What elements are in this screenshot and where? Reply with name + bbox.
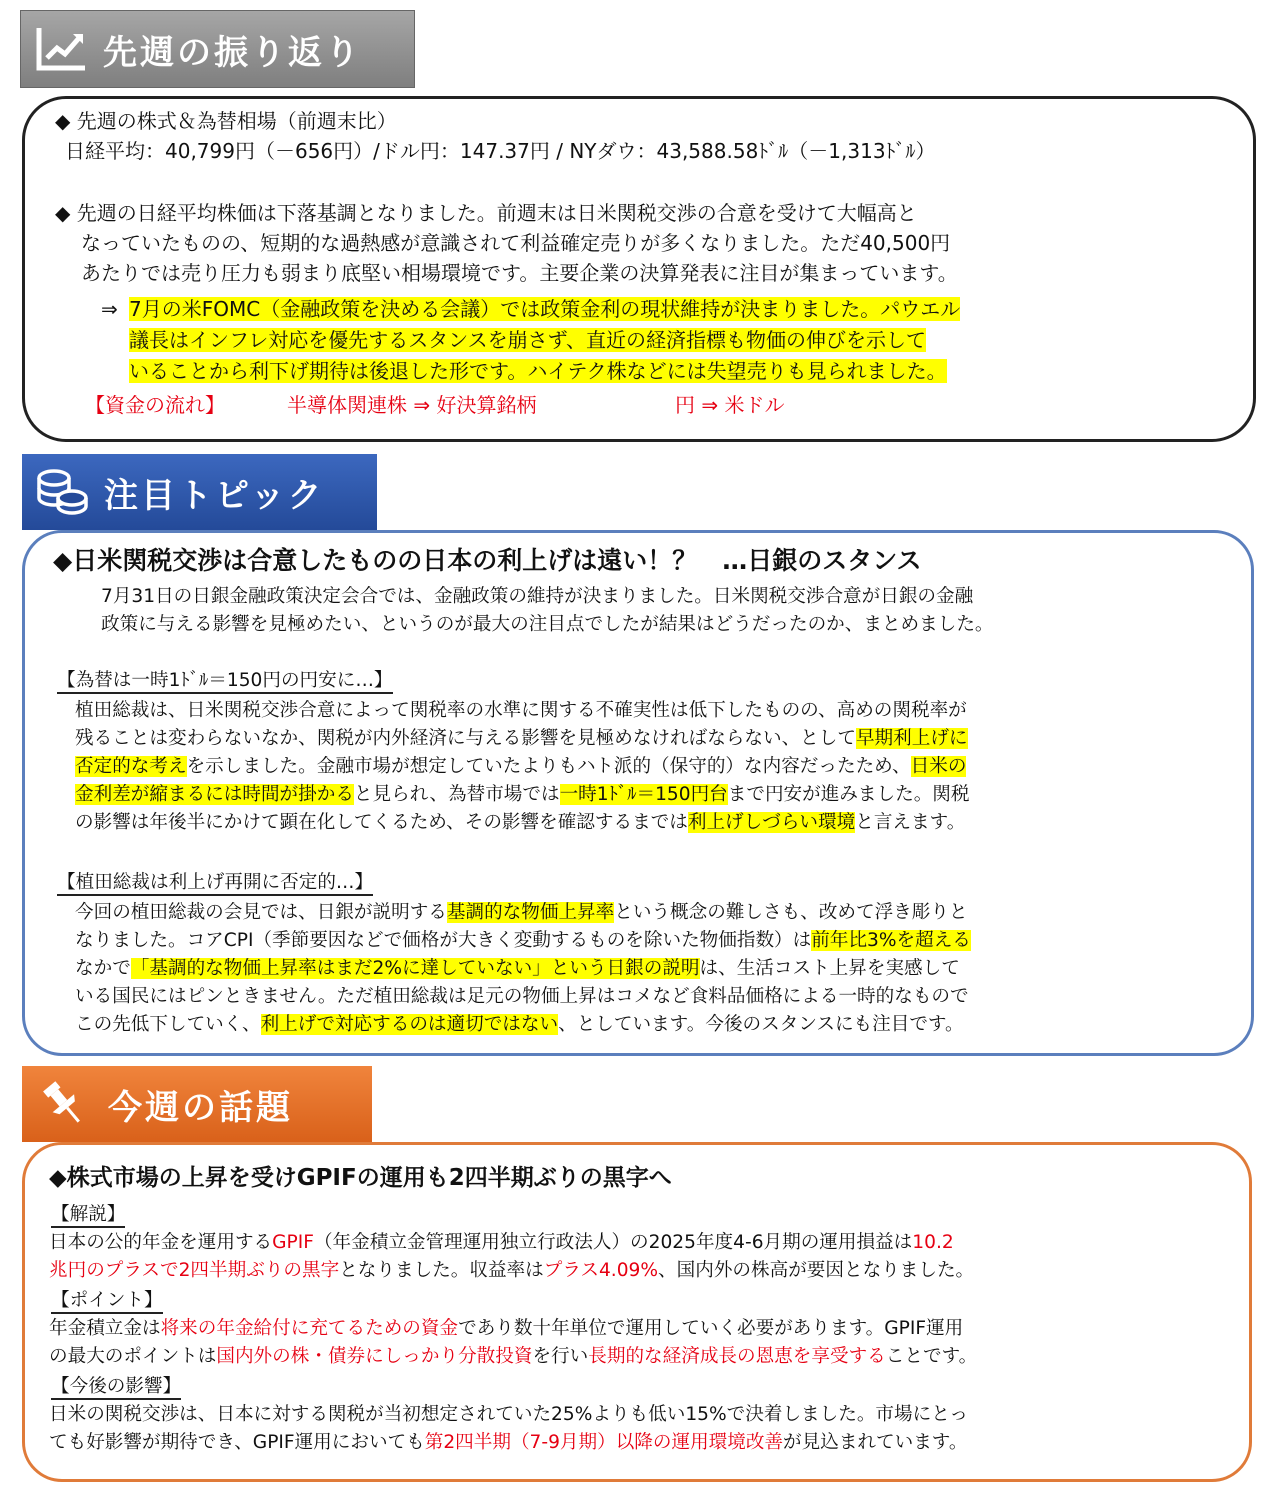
subtopic2-line-4: いる国民にはピンときません。ただ植田総裁は足元の物価上昇はコメなど食料品価格による一時的なもので: [75, 986, 969, 1007]
impact-line-2: ても好影響が期待でき、GPIF運用においても第2四半期（7-9月期）以降の運用環境改善が見込まれています。: [49, 1432, 968, 1453]
section3-header: [22, 1066, 372, 1142]
commentary-label: 【解説】: [51, 1201, 125, 1229]
flow-item-2: 円 ⇒ 米ドル: [675, 393, 785, 417]
fomc-line-3: いることから利下げ期待は後退した形です。ハイテク株などには失望売りも見られました。: [129, 359, 947, 383]
section2-box: [22, 530, 1254, 1056]
impact-label: 【今後の影響】: [51, 1373, 181, 1401]
section1-box: [22, 96, 1256, 442]
point-line-1: 年金積立金は将来の年金給付に充てるための資金であり数十年単位で運用していく必要があります。GPIF運用: [49, 1318, 964, 1339]
subtopic1-line-1: 植田総裁は、日米関税交渉合意によって関税率の水準に関する不確実性は低下したものの、高めの関税率が: [75, 700, 967, 721]
section1-header: [20, 10, 415, 88]
fomc-line-1: 7月の米FOMC（金融政策を決める会議）では政策金利の現状維持が決まりました。パウエル: [129, 297, 961, 321]
subtopic1-line-5: の影響は年後半にかけて顕在化してくるため、その影響を確認するまでは利上げしづらい環境と言えます。: [75, 812, 966, 833]
flow-label: 【資金の流れ】: [85, 393, 225, 417]
section3-box: [22, 1142, 1252, 1482]
pushpin-icon: [36, 1077, 92, 1131]
flow-item-1: 半導体関連株 ⇒ 好決算銘柄: [287, 393, 537, 417]
section2-header: [22, 454, 377, 530]
market-line: 日経平均：40,799円（－656円）/ドル円：147.37円 / NYダウ：43,588.58ﾄﾞﾙ（－1,313ﾄﾞﾙ）: [65, 139, 936, 163]
subtopic2-line-1: 今回の植田総裁の会見では、日銀が説明する基調的な物価上昇率という概念の難しさも、改めて浮き彫りと: [75, 902, 968, 923]
subtopic2-line-5: この先低下していく、利上げで対応するのは適切ではない、としています。今後のスタンスにも注目です。: [75, 1014, 964, 1035]
arrow-mark: ⇒: [101, 297, 118, 321]
point-line-2: の最大のポイントは国内外の株・債券にしっかり分散投資を行い長期的な経済成長の恩恵を享受することです。: [49, 1346, 978, 1367]
subtopic2-title: 【植田総裁は利上げ再開に否定的…】: [57, 869, 373, 897]
commentary-line-1: 日本の公的年金を運用するGPIF（年金積立金管理運用独立行政法人）の2025年度4-6月期の運用損益は10.2: [49, 1232, 954, 1253]
summary-line-3: あたりでは売り圧力も弱まり底堅い相場環境です。主要企業の決算発表に注目が集まっています。: [81, 261, 958, 285]
section3-title: 今週の話題: [108, 1087, 293, 1128]
subtopic2-line-3: なかで「基調的な物価上昇率はまだ2%に達していない」という日銀の説明は、生活コスト上昇を実感して: [75, 958, 960, 979]
topic-headline: ◆日米関税交渉は合意したものの日本の利上げは遠い！？ …日銀のスタンス: [53, 546, 922, 575]
coins-icon: [36, 466, 90, 518]
subtopic1-title: 【為替は一時1ﾄﾞﾙ＝150円の円安に…】: [57, 667, 393, 695]
weekly-headline: ◆株式市場の上昇を受けGPIFの運用も2四半期ぶりの黒字へ: [49, 1165, 672, 1191]
section1-title: 先週の振り返り: [103, 32, 362, 73]
subtopic2-line-2: なりました。コアCPI（季節要因などで価格が大きく変動するものを除いた物価指数）は前年比3%を超える: [75, 930, 971, 951]
subtopic1-line-4: 金利差が縮まるには時間が掛かると見られ、為替市場では一時1ﾄﾞﾙ＝150円台まで円安が進みました。関税: [75, 784, 970, 805]
fomc-line-2: 議長はインフレ対応を優先するスタンスを崩さず、直近の経済指標も物価の伸びを示して: [129, 328, 926, 352]
topic-intro-2: 政策に与える影響を見極めたい、というのが最大の注目点でしたが結果はどうだったのか、まとめました。: [101, 614, 994, 635]
market-heading: ◆ 先週の株式＆為替相場（前週末比）: [55, 109, 397, 133]
trend-chart-icon: [35, 24, 89, 74]
subtopic1-line-3: 否定的な考えを示しました。金融市場が想定していたよりもハト派的（保守的）な内容だったため、日米の: [75, 756, 967, 777]
impact-line-1: 日米の関税交渉は、日本に対する関税が当初想定されていた25%よりも低い15%で決着しました。市場にとっ: [49, 1404, 969, 1425]
section2-title: 注目トピック: [104, 475, 325, 516]
commentary-line-2: 兆円のプラスで2四半期ぶりの黒字となりました。収益率はプラス4.09%、国内外の株高が要因となりました。: [49, 1260, 975, 1281]
summary-line-1: ◆ 先週の日経平均株価は下落基調となりました。前週末は日米関税交渉の合意を受けて大幅高と: [55, 201, 917, 225]
subtopic1-line-2: 残ることは変わらないなか、関税が内外経済に与える影響を見極めなければならない、として早期利上げに: [75, 728, 968, 749]
point-label: 【ポイント】: [51, 1287, 163, 1315]
topic-intro-1: 7月31日の日銀金融政策決定会合では、金融政策の維持が決まりました。日米関税交渉合意が日銀の金融: [101, 586, 974, 607]
summary-line-2: なっていたものの、短期的な過熱感が意識されて利益確定売りが多くなりました。ただ40,500円: [81, 231, 951, 255]
